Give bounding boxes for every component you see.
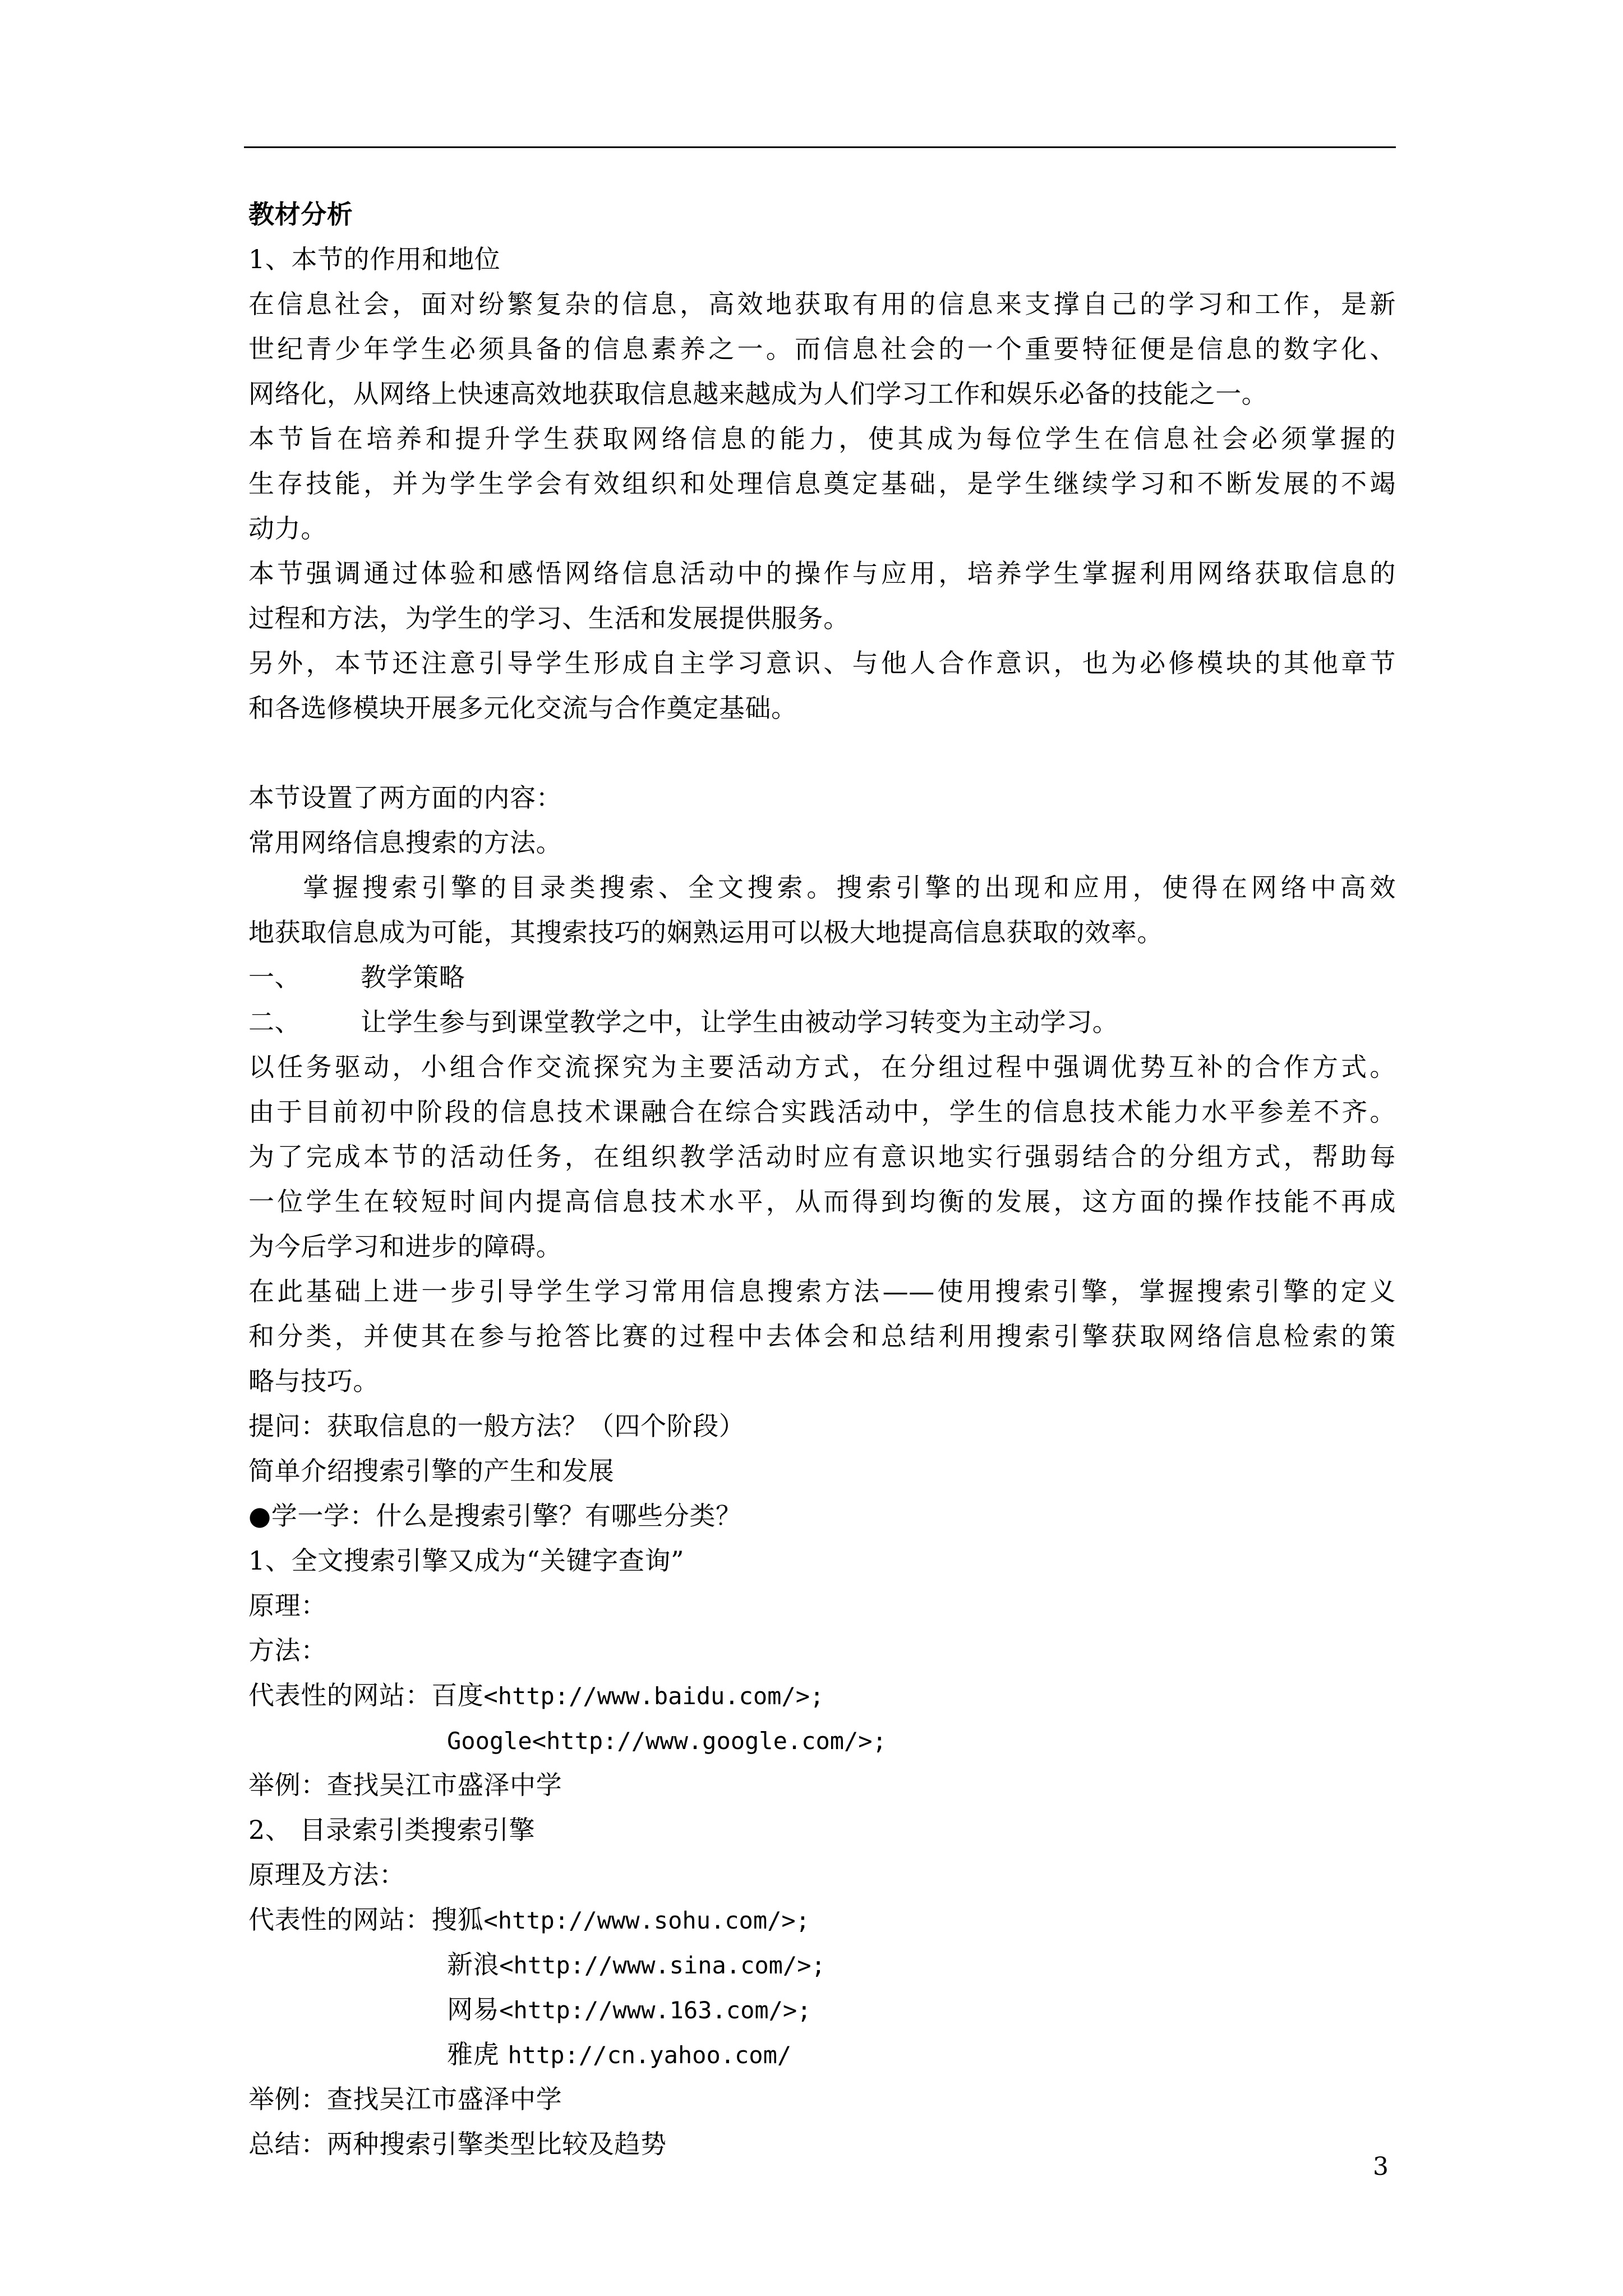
site-name: Google	[447, 1727, 532, 1755]
paragraph-line: 生存技能，并为学生学会有效组织和处理信息奠定基础，是学生继续学习和不断发展的不竭	[248, 468, 1396, 499]
list-number: 一、	[248, 962, 301, 992]
site-url[interactable]: <http://www.google.com/>;	[532, 1727, 887, 1755]
paragraph-line: 为今后学习和进步的障碍。	[248, 1231, 562, 1262]
paragraph-line: 地获取信息成为可能，其搜索技巧的娴熟运用可以极大地提高信息获取的效率。	[248, 917, 1163, 947]
rep-label: 代表性的网站：	[248, 1904, 432, 1935]
paragraph-line: 本节旨在培养和提升学生获取网络信息的能力，使其成为每位学生在信息社会必须掌握的	[248, 424, 1396, 454]
paragraph-line: 由于目前初中阶段的信息技术课融合在综合实践活动中，学生的信息技术能力水平参差不齐。	[248, 1097, 1396, 1127]
list-text: 让学生参与到课堂教学之中，让学生由被动学习转变为主动学习。	[361, 1007, 1119, 1037]
example-line: 举例：查找吴江市盛泽中学	[248, 2084, 562, 2114]
site-url[interactable]: <http://www.163.com/>;	[499, 1996, 811, 2024]
site-name: 百度	[431, 1680, 484, 1710]
content-item: 常用网络信息搜索的方法。	[248, 827, 562, 858]
heading: 教材分析	[248, 199, 353, 229]
section-title: 1、本节的作用和地位	[248, 244, 501, 274]
principle-label: 原理：	[248, 1590, 327, 1621]
rep-label: 代表性的网站：	[248, 1680, 432, 1710]
principle-method-label: 原理及方法：	[248, 1860, 405, 1890]
site-name: 雅虎	[447, 2039, 508, 2069]
paragraph-line: 本节强调通过体验和感悟网络信息活动中的操作与应用，培养学生掌握利用网络获取信息的	[248, 558, 1396, 588]
intro-line: 简单介绍搜索引擎的产生和发展	[248, 1456, 615, 1486]
paragraph-line: 在此基础上进一步引导学生学习常用信息搜索方法——使用搜索引擎，掌握搜索引擎的定义	[248, 1276, 1396, 1306]
paragraph-line: 在信息社会，面对纷繁复杂的信息，高效地获取有用的信息来支撑自己的学习和工作，是新	[248, 289, 1396, 319]
site-url[interactable]: <http://www.sohu.com/>;	[483, 1907, 810, 1934]
paragraph-line: 以任务驱动，小组合作交流探究为主要活动方式，在分组过程中强调优势互补的合作方式。	[248, 1052, 1396, 1082]
fulltext-title: 1、全文搜索引擎又成为“关键字查询”	[248, 1545, 685, 1576]
page-number: 3	[1373, 2152, 1389, 2181]
site-line	[447, 1942, 826, 1987]
list-item	[248, 1000, 1118, 1045]
site-name: 搜狐	[431, 1904, 484, 1935]
directory-title: 2、 目录索引类搜索引擎	[248, 1815, 536, 1845]
site-url[interactable]: <http://www.sina.com/>;	[499, 1952, 826, 1979]
site-line	[447, 1987, 811, 2032]
summary-line: 总结：两种搜索引擎类型比较及趋势	[248, 2129, 667, 2159]
list-item	[248, 955, 465, 1000]
paragraph-line: 另外，本节还注意引导学生形成自主学习意识、与他人合作意识，也为必修模块的其他章节	[248, 648, 1396, 678]
paragraph-line: 世纪青少年学生必须具备的信息素养之一。而信息社会的一个重要特征便是信息的数字化、	[248, 334, 1396, 364]
paragraph-line: 过程和方法，为学生的学习、生活和发展提供服务。	[248, 603, 850, 633]
site-name: 新浪	[447, 1949, 500, 1980]
content-intro: 本节设置了两方面的内容：	[248, 783, 562, 813]
paragraph-line: 动力。	[248, 513, 327, 544]
list-number: 二、	[248, 1007, 301, 1037]
question: 提问：获取信息的一般方法？（四个阶段）	[248, 1411, 745, 1441]
example-line: 举例：查找吴江市盛泽中学	[248, 1770, 562, 1800]
paragraph-line: 网络化，从网络上快速高效地获取信息越来越成为人们学习工作和娱乐必备的技能之一。	[248, 379, 1268, 409]
paragraph-line: 一位学生在较短时间内提高信息技术水平，从而得到均衡的发展，这方面的操作技能不再成	[248, 1186, 1396, 1217]
paragraph-line: 和分类，并使其在参与抢答比赛的过程中去体会和总结利用搜索引擎获取网络信息检索的策	[248, 1321, 1396, 1351]
site-name: 网易	[447, 1994, 500, 2024]
site-line	[447, 1718, 887, 1763]
site-line	[248, 1673, 824, 1718]
paragraph-line: 和各选修模块开展多元化交流与合作奠定基础。	[248, 693, 797, 723]
site-line	[248, 1897, 810, 1942]
site-url[interactable]: <http://www.baidu.com/>;	[483, 1682, 824, 1710]
paragraph-line: 掌握搜索引擎的目录类搜索、全文搜索。搜索引擎的出现和应用，使得在网络中高效	[303, 872, 1396, 903]
site-line	[447, 2032, 791, 2077]
list-text: 教学策略	[361, 962, 465, 992]
site-url[interactable]: http://cn.yahoo.com/	[508, 2041, 792, 2069]
learn-line: ●学一学：什么是搜索引擎？有哪些分类？	[248, 1501, 742, 1531]
header-rule	[244, 146, 1396, 148]
method-label: 方法：	[248, 1635, 327, 1665]
paragraph-line: 略与技巧。	[248, 1366, 379, 1396]
paragraph-line: 为了完成本节的活动任务，在组织教学活动时应有意识地实行强弱结合的分组方式，帮助每	[248, 1142, 1396, 1172]
